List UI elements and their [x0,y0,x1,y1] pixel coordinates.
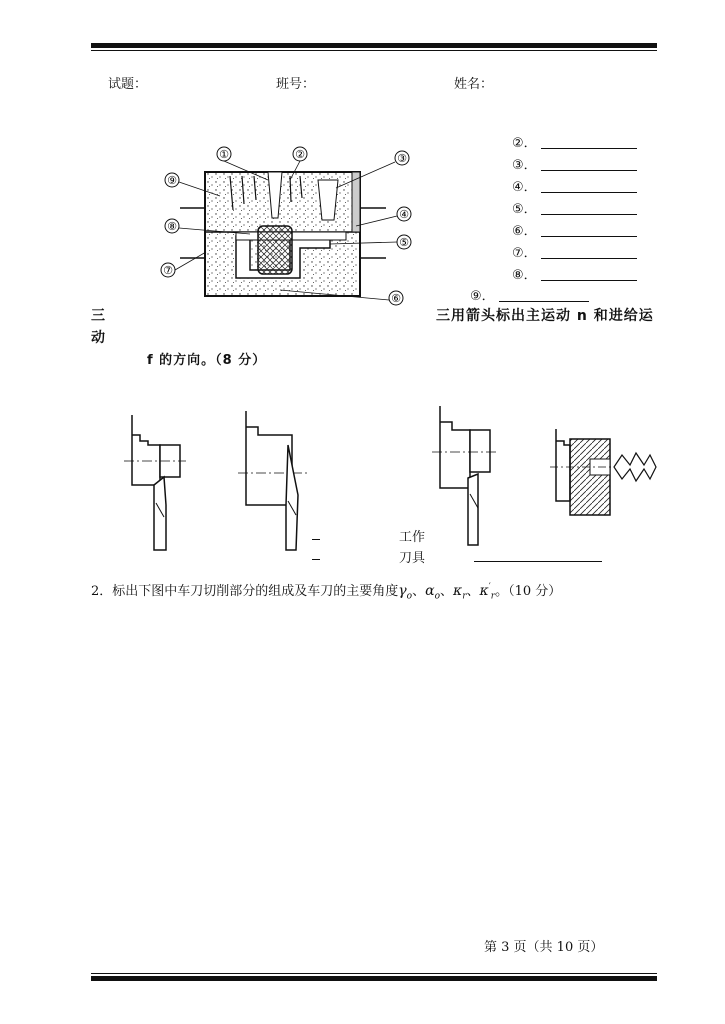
turning-figure-3 [430,400,500,550]
blank-2[interactable]: ②． [512,132,637,151]
bottom-rule-thick [91,976,657,981]
callout-4: ④ [399,208,409,221]
tool-label: 刀具 [399,551,426,566]
section-3-number: 三 [91,308,105,324]
callout-1: ① [219,148,229,161]
callout-3: ③ [397,152,407,165]
bottom-rule-thin [91,973,657,974]
sep-3: 、 [466,584,480,599]
blank-7[interactable]: ⑦． [512,242,637,261]
blank-4[interactable]: ④． [512,176,637,195]
callout-8: ⑧ [167,220,177,233]
callout-9: ⑨ [167,174,177,187]
turning-figure-2 [236,405,316,555]
blank-8[interactable]: ⑧． [512,264,637,283]
name-label: 姓名： [454,77,494,92]
callout-2: ② [295,148,305,161]
drilling-figure [550,425,660,525]
top-rule-thin [91,50,657,51]
tool-answer-line[interactable] [474,561,602,562]
callout-6: ⑥ [391,292,401,305]
section-3-subtitle: f 的方向。（8 分） [147,353,267,368]
callout-5: ⑤ [399,236,409,249]
blank-3[interactable]: ③． [512,154,637,173]
alpha-symbol: α [425,583,435,599]
section-3-wrap: 动 [91,330,105,346]
work-dash-2 [312,559,320,560]
blank-6[interactable]: ⑥． [512,220,637,239]
kappa-sub: r [462,591,467,602]
exam-label: 试题： [108,77,148,92]
callout-7: ⑦ [163,264,173,277]
kappa-prime-symbol: κ [479,583,489,599]
gamma-symbol: γ [398,583,407,599]
work-label: 工作 [399,530,426,545]
gamma-sub: o [406,591,413,602]
question-2-text: 2．标出下图中车刀切削部分的组成及车刀的主要角度 [91,584,399,599]
casting-mold-figure [150,140,440,320]
alpha-sub: o [434,591,440,602]
question-2 [91,580,561,602]
kappa-prime-sub: r [490,591,496,602]
turning-figure-1 [120,405,190,555]
page-footer: 第 3 页（共 10 页） [484,940,604,955]
sep-1: 、 [412,584,426,599]
class-label: 班号： [276,77,316,92]
work-dash-1 [312,539,320,540]
top-rule-thick [91,43,657,48]
section-3-instruction: 三用箭头标出主运动 n 和进给运 [436,308,654,324]
blank-5[interactable]: ⑤． [512,198,637,217]
kappa-prime-mark: ′ [488,582,491,593]
sep-2: 、 [439,584,453,599]
kappa-symbol: κ [453,583,463,599]
question-2-end: 。（10 分） [495,584,562,599]
blank-9[interactable]: ⑨． [470,285,589,304]
